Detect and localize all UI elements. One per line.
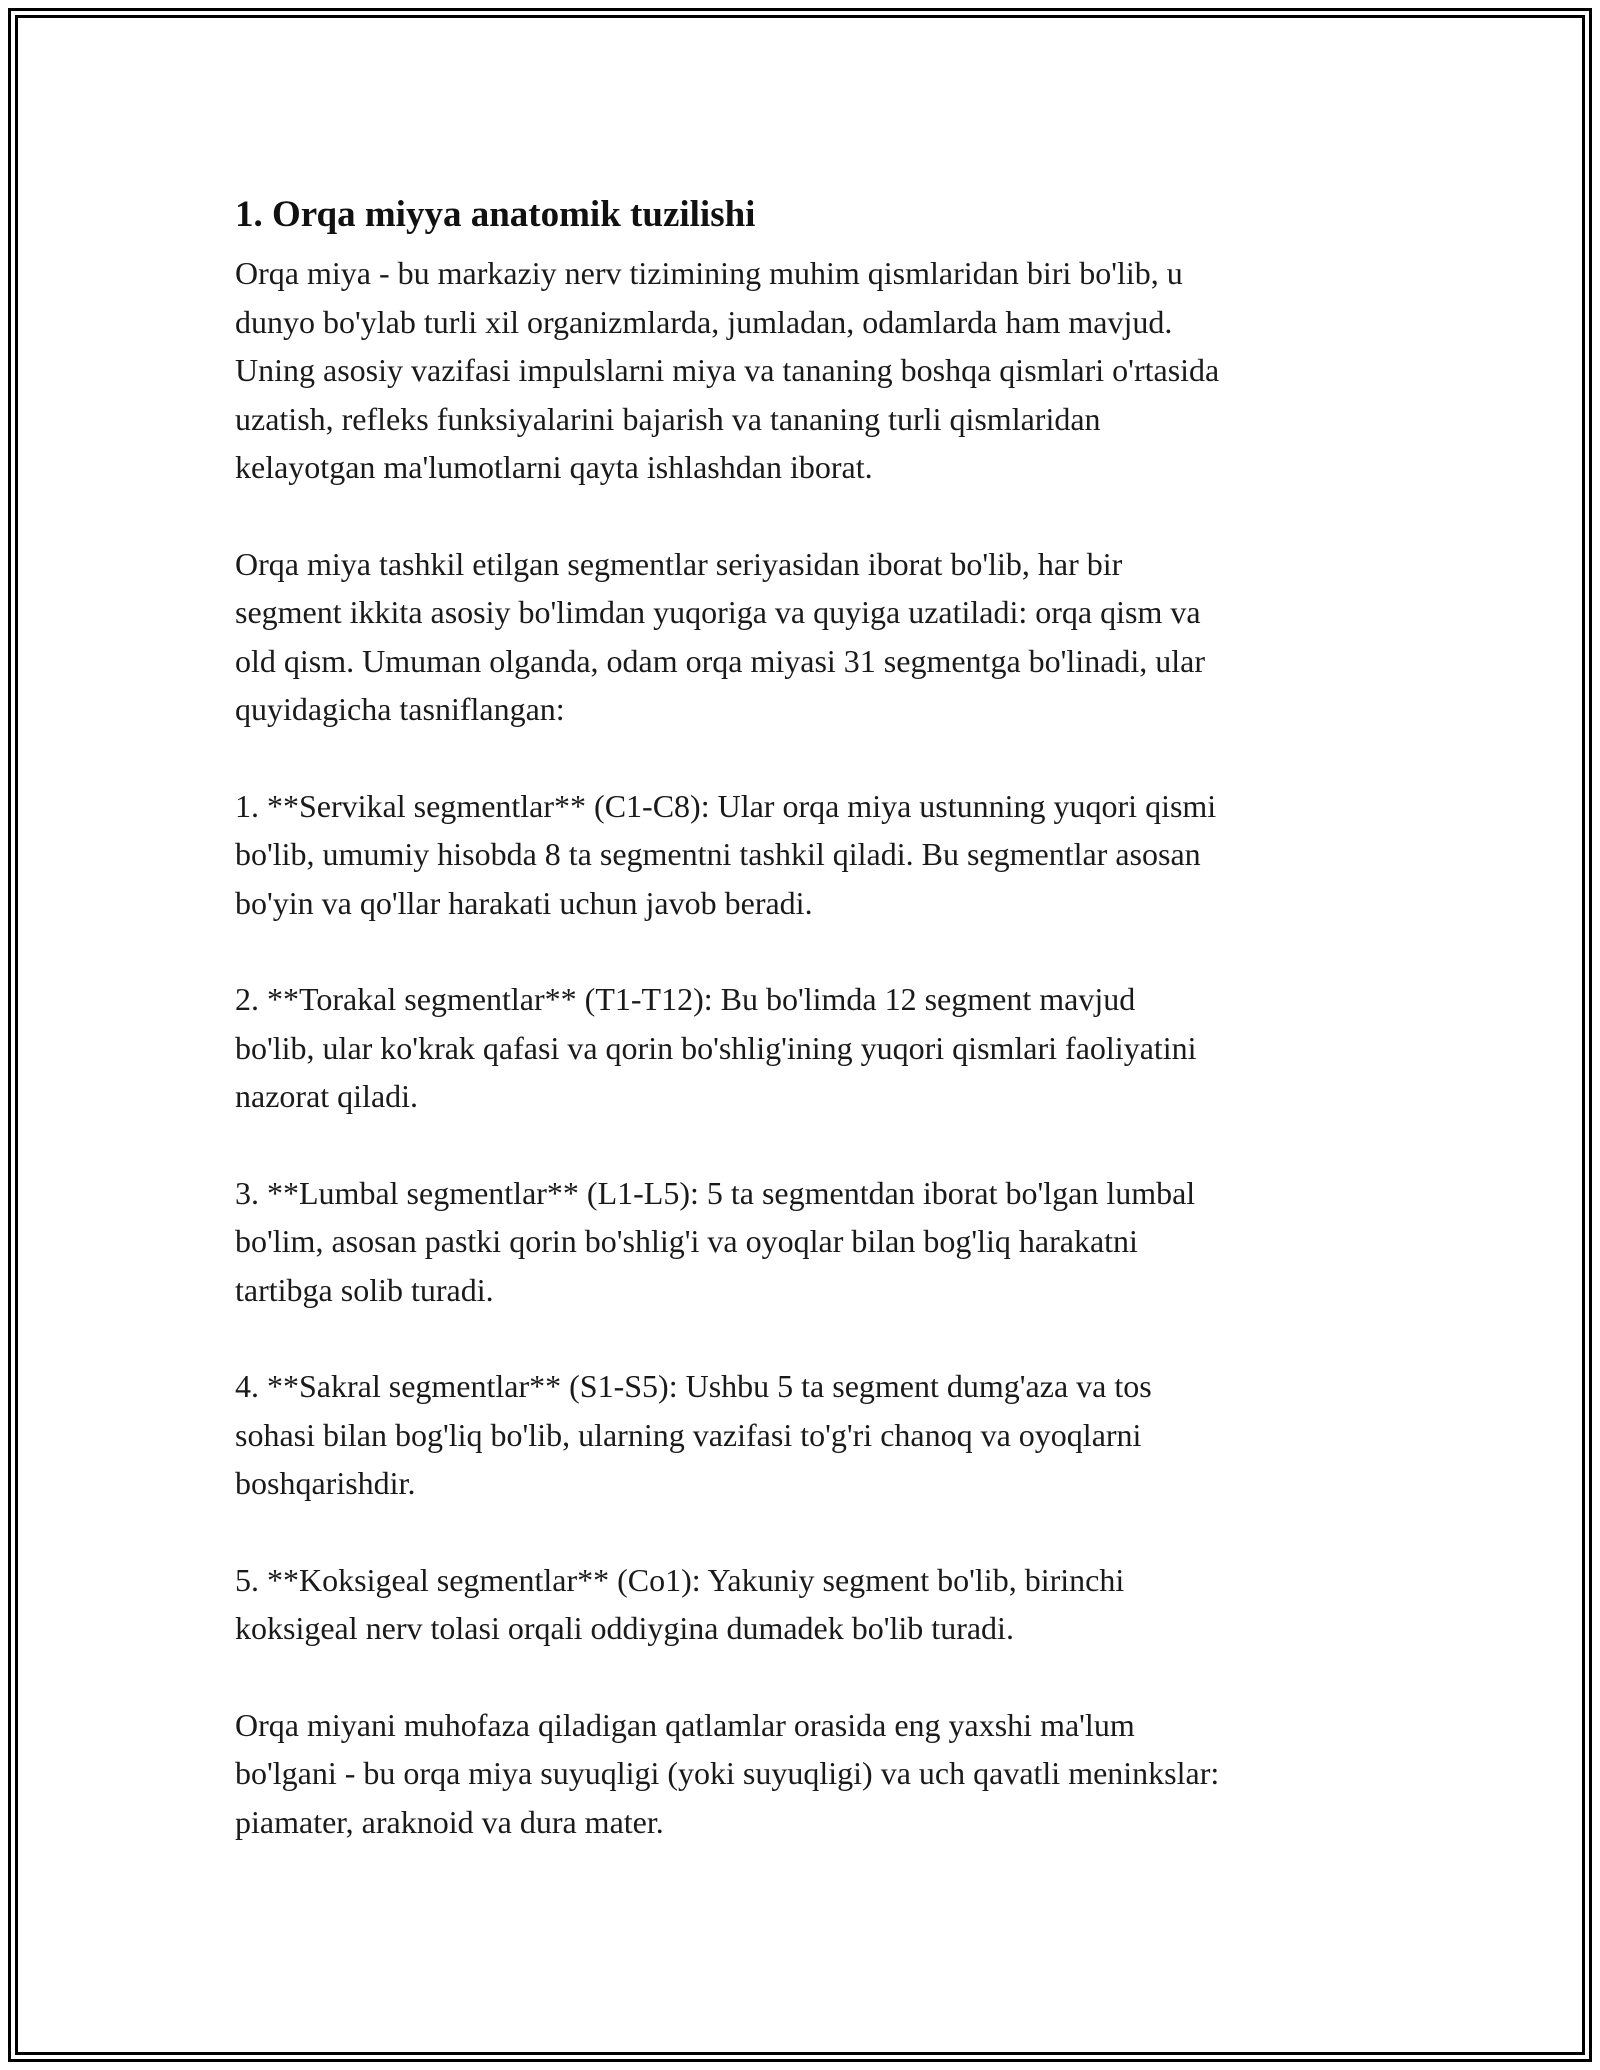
text-line: bo'lib, umumiy hisobda 8 ta segmentni tashkil qiladi. Bu segmentlar asosan (235, 836, 1201, 872)
paragraph-meninges (235, 1701, 1380, 1847)
text-line: dunyo bo'ylab turli xil organizmlarda, jumladan, odamlarda ham mavjud. (235, 303, 1173, 340)
paragraph-intro (235, 249, 1380, 492)
text-line: Uning asosiy vazifasi impulslarni miya va tananing boshqa qismlari o'rtasida (235, 352, 1220, 388)
text-line: Orqa miyani muhofaza qiladigan qatlamlar orasida eng yaxshi ma'lum (235, 1706, 1135, 1743)
text-line: piamater, araknoid va dura mater. (235, 1803, 664, 1840)
text-line: uzatish, refleks funksiyalarini bajarish va tananing turli qismlaridan (235, 400, 1101, 437)
text-line: Orqa miya - bu markaziy nerv tizimining muhim qismlaridan biri bo'lib, u (235, 255, 1183, 291)
text-line: 5. **Koksigeal segmentlar** (Co1): Yakuniy segment bo'lib, birinchi (235, 1561, 1125, 1598)
text-line: boshqarishdir. (235, 1465, 416, 1501)
text-line: sohasi bilan bog'liq bo'lib, ularning vazifasi to'g'ri chanoq va oyoqlarni (235, 1416, 1142, 1453)
list-item-lumbar (235, 1169, 1380, 1315)
text-line: 3. **Lumbal segmentlar** (L1-L5): 5 ta segmentdan iborat bo'lgan lumbal (235, 1174, 1196, 1211)
list-item-sacral (235, 1362, 1380, 1508)
list-item-thoracic (235, 975, 1380, 1121)
paragraph-segments (235, 540, 1380, 734)
text-line: Orqa miya tashkil etilgan segmentlar seriyasidan iborat bo'lib, har bir (235, 545, 1123, 582)
text-line: segment ikkita asosiy bo'limdan yuqoriga va quyiga uzatiladi: orqa qism va (235, 594, 1201, 630)
text-line: old qism. Umuman olganda, odam orqa miyasi 31 segmentga bo'linadi, ular (235, 642, 1206, 679)
list-item-coccygeal (235, 1556, 1380, 1653)
text-line: kelayotgan ma'lumotlarni qayta ishlashdan iborat. (235, 449, 873, 485)
text-line: bo'lim, asosan pastki qorin bo'shlig'i va oyoqlar bilan bog'liq harakatni (235, 1223, 1138, 1259)
document-body (235, 185, 1380, 1894)
text-line: bo'lgani - bu orqa miya suyuqligi (yoki suyuqligi) va uch qavatli meninkslar: (235, 1755, 1220, 1791)
list-item-cervical (235, 782, 1380, 928)
text-line: 4. **Sakral segmentlar** (S1-S5): Ushbu 5 ta segment dumg'aza va tos (235, 1368, 1152, 1404)
section-heading: 1. Orqa miyya anatomik tuzilishi (235, 194, 756, 235)
text-line: 2. **Torakal segmentlar** (T1-T12): Bu bo'limda 12 segment mavjud (235, 981, 1136, 1017)
text-line: nazorat qiladi. (235, 1078, 419, 1114)
text-line: quyidagicha tasniflangan: (235, 691, 565, 727)
text-line: tartibga solib turadi. (235, 1271, 494, 1308)
text-line: bo'yin va qo'llar harakati uchun javob beradi. (235, 884, 813, 921)
text-line: koksigeal nerv tolasi orqali oddiygina dumadek bo'lib turadi. (235, 1610, 1014, 1646)
text-line: 1. **Servikal segmentlar** (C1-C8): Ular orqa miya ustunning yuqori qismi (235, 787, 1217, 824)
text-line: bo'lib, ular ko'krak qafasi va qorin bo'shlig'ining yuqori qismlari faoliyatini (235, 1029, 1197, 1066)
